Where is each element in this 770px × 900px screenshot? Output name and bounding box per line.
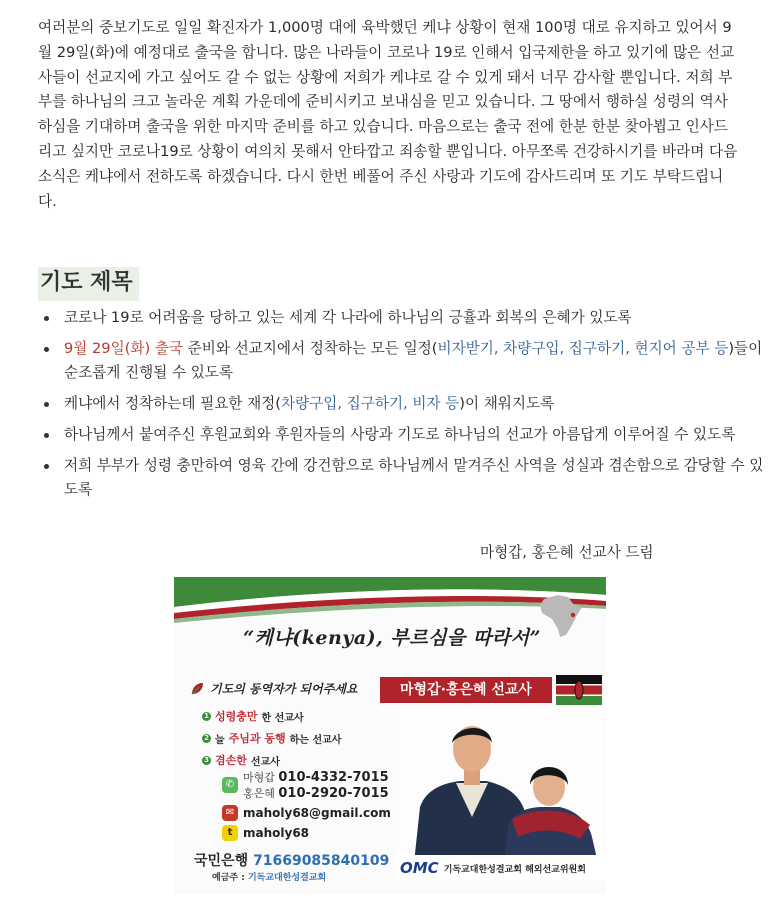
bullet-icon bbox=[44, 433, 49, 438]
talk-row bbox=[222, 825, 391, 841]
missionary-couple-photo bbox=[394, 707, 604, 863]
signoff: 마형갑, 홍은혜 선교사 드림 bbox=[480, 544, 654, 561]
bullet-icon bbox=[44, 402, 49, 407]
phone2-name: 홍은혜 bbox=[243, 787, 275, 800]
prayer-item-text: 코로나 19로 어려움을 당하고 있는 세계 각 나라에 하나님의 긍휼과 회복의 은혜가 있도록 bbox=[64, 309, 632, 326]
account-holder bbox=[212, 870, 326, 883]
point-badge-icon: 2 bbox=[202, 734, 211, 743]
omc-banner bbox=[396, 855, 606, 881]
point-badge-icon: 1 bbox=[202, 712, 211, 721]
departure-date: 9월 29일(화) 출국 bbox=[64, 340, 184, 357]
bullet-icon bbox=[44, 464, 49, 469]
point-text: 하는 선교사 bbox=[289, 734, 342, 746]
missionary-names: 마형갑·홍은혜 선교사 bbox=[380, 677, 552, 703]
card-contacts bbox=[222, 769, 391, 841]
bank-name: 국민은행 bbox=[194, 853, 249, 869]
email-text: maholy68@gmail.com bbox=[243, 806, 391, 820]
card-point bbox=[202, 752, 341, 768]
card-point bbox=[202, 708, 341, 724]
schedule-list: 비자받기, 차량구입, 집구하기, 현지어 공부 등 bbox=[437, 340, 729, 357]
card-call bbox=[190, 680, 357, 697]
intro-paragraph: 여러분의 중보기도로 일일 확진자가 1,000명 대에 육박했던 케냐 상황이 현재 100명 대로 유지하고 있어서 9월 29일(화)에 예정대로 출국을 합니다. 많은 나라들이 코로나 19로 인해서 입국제한을 하고 있기에 많은 선교사들이 선교지에 가고 싶어도 갈 수 없는 상황에 저희가 케냐로 갈 수 있게 돼서 너무 감사할 뿐입니다. 저희 부부를 하나님의 크고 놀라운 계획 가운데에 준비시키고 보내심을 믿고 있습니다. 그 땅에서 행하실 성령의 역사하심을 기대하며 출국을 위한 마지막 준비를 하고 있습니다. 마음으로는 출국 전에 한분 한분 찾아뵙고 인사드리고 싶지만 코로나19로 상황이 여의치 못해서 안타깝고 죄송할 뿐입니다. 아무쪼록 건강하시기를 바라며 다음 소식은 케냐에서 전하도록 하겠습니다. 다시 한번 베풀어 주신 사랑과 기도에 감사드리며 또 기도 부탁드립니다. bbox=[38, 19, 738, 210]
mail-icon: ✉ bbox=[222, 805, 238, 821]
bank-info bbox=[194, 850, 389, 870]
prayer-item-text: 하나님께서 붙여주신 후원교회와 후원자들의 사랑과 기도로 하나님의 선교가 아름답게 이루어질 수 있도록 bbox=[64, 426, 736, 443]
kenya-flag-icon bbox=[556, 675, 602, 705]
prayer-item bbox=[64, 337, 770, 385]
kakaotalk-icon: t bbox=[222, 825, 238, 841]
prayer-item-text: )이 채워지도록 bbox=[459, 395, 555, 412]
prayer-item bbox=[64, 392, 770, 416]
point-text: 한 선교사 bbox=[261, 712, 304, 724]
omc-logo: OMC bbox=[400, 859, 439, 877]
account-number: 71669085840109 bbox=[252, 853, 390, 869]
point-badge-icon: 3 bbox=[202, 756, 211, 765]
card-points bbox=[202, 708, 341, 774]
leaf-icon bbox=[190, 682, 204, 696]
prayer-heading: 기도 제목 bbox=[38, 267, 139, 301]
point-highlight: 겸손한 bbox=[215, 754, 247, 767]
holder-label: 예금주 : bbox=[212, 873, 248, 883]
prayer-item-text: 케냐에서 정착하는데 필요한 재정( bbox=[64, 395, 281, 412]
omc-org-name: 기독교대한성결교회 해외선교위원회 bbox=[443, 864, 586, 875]
point-highlight: 성령충만 bbox=[215, 710, 258, 723]
prayer-item bbox=[64, 454, 770, 502]
email-row bbox=[222, 805, 391, 821]
phone-block bbox=[243, 769, 389, 801]
prayer-card-image bbox=[174, 577, 606, 894]
phone-row bbox=[222, 769, 391, 801]
phone2-number: 010-2920-7015 bbox=[278, 786, 389, 801]
finance-list: 차량구입, 집구하기, 비자 등 bbox=[280, 395, 460, 412]
bullet-icon bbox=[44, 347, 49, 352]
point-text: 선교사 bbox=[250, 756, 280, 768]
talk-id: maholy68 bbox=[243, 826, 310, 840]
point-highlight: 주님과 동행 bbox=[228, 732, 286, 745]
phone1-number: 010-4332-7015 bbox=[278, 770, 389, 785]
prayer-item bbox=[64, 306, 770, 330]
holder-name: 기독교대한성결교회 bbox=[247, 873, 327, 883]
card-point bbox=[202, 730, 341, 746]
prayer-list bbox=[36, 306, 770, 509]
point-text: 늘 bbox=[215, 734, 225, 746]
bullet-icon bbox=[44, 316, 49, 321]
card-slogan: “케냐(kenya), 부르심을 따라서” bbox=[243, 627, 541, 649]
prayer-item-text: 준비와 선교지에서 정착하는 모든 일정( bbox=[183, 340, 438, 357]
phone-icon: ✆ bbox=[222, 777, 238, 793]
phone1-name: 마형갑 bbox=[243, 771, 275, 784]
prayer-item bbox=[64, 423, 770, 447]
prayer-item-text: )들이 순조롭게 진행될 수 있도록 bbox=[64, 340, 763, 381]
card-call-text: 기도의 동역자가 되어주세요 bbox=[210, 682, 358, 696]
prayer-item-text: 저희 부부가 성령 충만하여 영육 간에 강건함으로 하나님께서 맡겨주신 사역을 성실과 겸손함으로 감당할 수 있도록 bbox=[64, 457, 764, 498]
